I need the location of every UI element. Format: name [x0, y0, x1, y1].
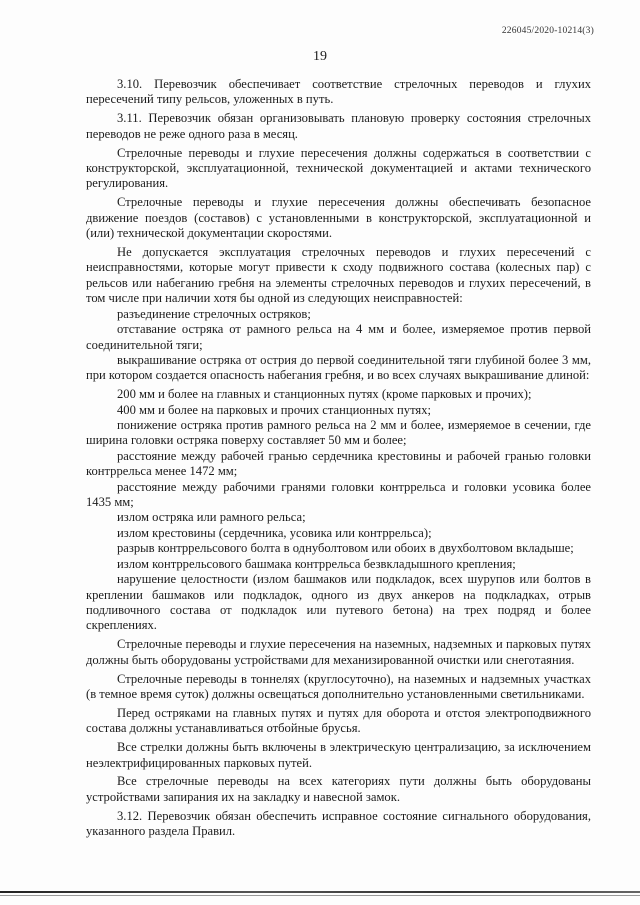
paragraph-3-11: 3.11. Перевозчик обязан организовывать плановую проверку состояния стрелочных переводов не реже одного раза в месяц.	[86, 111, 591, 141]
list-item: понижение остряка против рамного рельса на 2 мм и более, измеряемое в сечении, где ширина головки остряка поверху составляет 50 мм и более;	[86, 418, 591, 448]
list-item: разъединение стрелочных остряков;	[117, 306, 311, 321]
list-item: расстояние между рабочими гранями головки контррельса и головки усовика более 1435 мм;	[86, 479, 591, 510]
paragraph-3-10: 3.10. Перевозчик обеспечивает соответствие стрелочных переводов и глухих пересечений типу рельсов, уложенных в путь.	[86, 77, 591, 107]
paragraph: Стрелочные переводы в тоннелях (круглосуточно), на наземных и надземных участках (в темное время суток) должны освещаться дополнительно установленными светильниками.	[86, 671, 591, 701]
document-body	[86, 77, 591, 843]
paragraph: Стрелочные переводы и глухие пересечения должны содержаться в соответствии с конструкторской, эксплуатационной, технической документацией и актами технического регулирования.	[86, 145, 591, 191]
paragraph: Перед остряками на главных путях и путях для оборота и отстоя электроподвижного состава должны устанавливаться отбойные брусья.	[86, 705, 591, 736]
scan-line	[0, 895, 640, 896]
paragraph: Стрелочные переводы и глухие пересечения должны обеспечивать безопасное движение поездов (составов) с установленными в конструкторской, эксплуатационной и (или) технической документации скоростями.	[86, 195, 591, 241]
paragraph: Не допускается эксплуатация стрелочных переводов и глухих пересечений с неисправностями, которые могут привести к сходу подвижного состава (колесных пар) с рельсов или набеганию гребня на элементы стрелочных переводов и глухих пересечений, в том числе при наличии хотя бы одной из следующих неисправностей:	[86, 245, 591, 306]
list-item: разрыв контррельсового болта в однуболтовом или обоих в двухболтовом вкладыше;	[117, 541, 574, 556]
scan-edge	[0, 865, 640, 905]
list-item: 200 мм и более на главных и станционных путях (кроме парковых и прочих);	[117, 387, 532, 402]
list-item: расстояние между рабочей гранью сердечника крестовины и рабочей гранью головки контррельса менее 1472 мм;	[86, 448, 591, 479]
paragraph: Все стрелки должны быть включены в электрическую централизацию, за исключением неэлектрифицированных парковых путей.	[86, 740, 591, 770]
list-item: нарушение целостности (излом башмаков или подкладок, всех шурупов или болтов в креплении башмаков или подкладок, одного из двух анкеров на подкладках, отрыв подливочного состава от подкладок или путевого бетона) на трех подряд и более скреплениях.	[86, 572, 591, 633]
scan-line	[0, 891, 640, 893]
list-item: излом крестовины (сердечника, усовика или контррельса);	[117, 525, 432, 540]
list-item: излом остряка или рамного рельса;	[117, 510, 306, 525]
paragraph-3-12: 3.12. Перевозчик обязан обеспечить исправное состояние сигнального оборудования, указанного раздела Правил.	[86, 808, 591, 839]
paragraph: Стрелочные переводы и глухие пересечения на наземных, надземных и парковых путях должны быть оборудованы устройствами для механизированной очистки или снеготаяния.	[86, 637, 591, 667]
paragraph: Все стрелочные переводы на всех категориях пути должны быть оборудованы устройствами запирания их на закладку и навесной замок.	[86, 774, 591, 804]
list-item: выкрашивание остряка от острия до первой соединительной тяги глубиной более 3 мм, при котором создается опасность набегания гребня, и во всех случаях выкрашивание длиной:	[86, 352, 591, 383]
list-item: излом контррельсового башмака контррельса безвкладышного крепления;	[117, 556, 516, 571]
document-number: 226045/2020-10214(3)	[501, 26, 594, 36]
list-item: отставание остряка от рамного рельса на 4 мм и более, измеряемое против первой соединительной тяги;	[86, 322, 591, 352]
list-item: 400 мм и более на парковых и прочих станционных путях;	[117, 402, 432, 417]
page-number: 19	[313, 49, 327, 64]
